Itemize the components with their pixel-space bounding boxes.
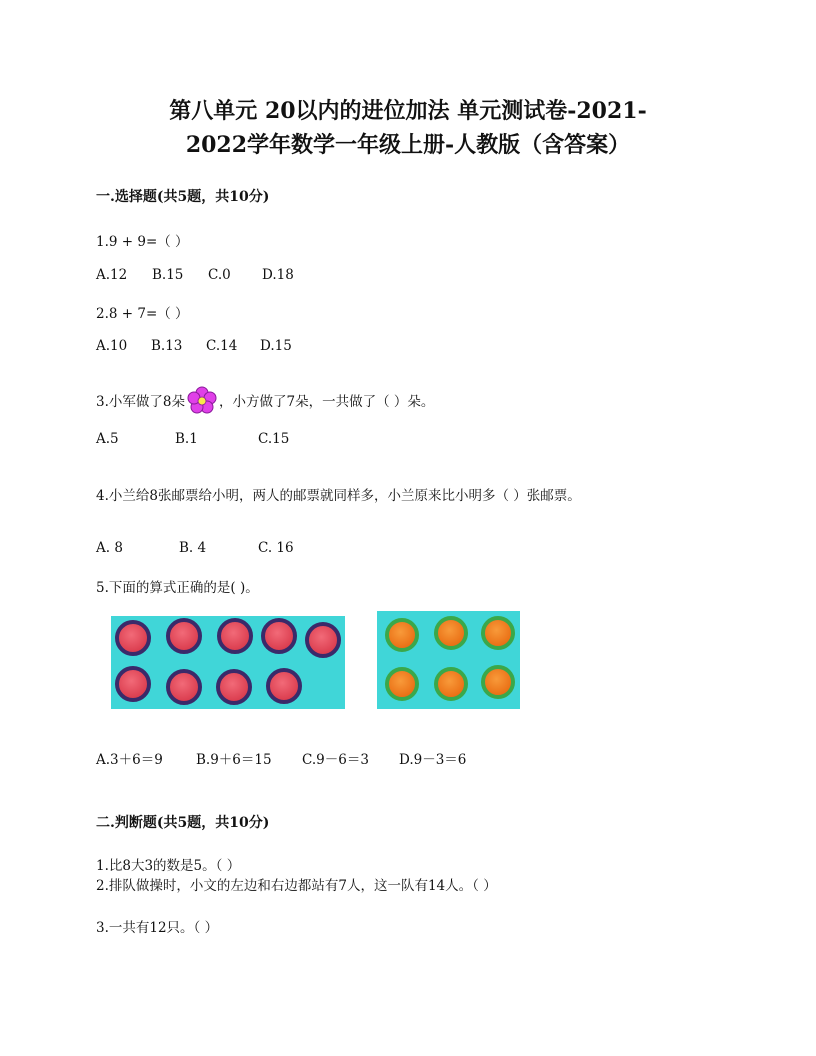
question-3-text xyxy=(96,386,434,416)
option-c: C.0 xyxy=(208,267,231,283)
section-heading-judgement: 二.判断题(共5题，共10分) xyxy=(96,815,270,831)
option-d: D.18 xyxy=(262,267,294,283)
document-title-line-1: 第八单元 20以内的进位加法 单元测试卷-2021- xyxy=(169,98,647,124)
option-a: A.10 xyxy=(96,338,128,354)
option-d: D.15 xyxy=(260,338,292,354)
judgement-3-text: 3.一共有12只。（ ） xyxy=(96,920,219,936)
option-a: A.12 xyxy=(96,267,128,283)
section-heading-choice: 一.选择题(共5题，共10分) xyxy=(96,189,270,205)
judgement-2-text: 2.排队做操时，小文的左边和右边都站有7人，这一队有14人。（ ） xyxy=(96,878,497,894)
red-counter xyxy=(307,624,339,656)
question-1-options xyxy=(96,267,294,283)
option-a: A.3＋6＝9 xyxy=(96,752,163,768)
orange-counter xyxy=(483,618,513,648)
option-c: C.14 xyxy=(206,338,238,354)
option-b: B.9＋6＝15 xyxy=(196,752,272,768)
red-counter xyxy=(117,622,149,654)
red-counter xyxy=(218,671,250,703)
orange-counter xyxy=(436,618,466,648)
option-a: A. 8 xyxy=(96,540,123,556)
question-4-options xyxy=(96,540,294,556)
red-counter xyxy=(168,671,200,703)
document-title-line-2: 2022学年数学一年级上册-人教版（含答案） xyxy=(185,132,631,158)
orange-counter xyxy=(483,667,513,697)
question-1-text: 1.9 + 9=（ ） xyxy=(96,234,189,250)
red-counter xyxy=(168,620,200,652)
counters-panel-left xyxy=(111,616,345,709)
option-d: D.9－3＝6 xyxy=(399,752,467,768)
option-b: B.15 xyxy=(152,267,184,283)
question-3-options xyxy=(96,431,289,447)
question-3-text-before: 3.小军做了8朵 xyxy=(96,394,185,410)
red-counter xyxy=(268,670,300,702)
option-b: B.13 xyxy=(151,338,183,354)
orange-counter xyxy=(387,669,417,699)
orange-counter xyxy=(387,620,417,650)
question-3-text-after: ，小方做了7朵，一共做了（ ）朵。 xyxy=(218,394,435,410)
counters-panel-right xyxy=(377,611,520,709)
option-c: C.9－6＝3 xyxy=(302,752,369,768)
option-c: C. 16 xyxy=(258,540,294,556)
red-counter xyxy=(219,620,251,652)
option-b: B. 4 xyxy=(179,540,207,556)
option-a: A.5 xyxy=(96,431,119,447)
orange-counter xyxy=(436,669,466,699)
red-counter xyxy=(117,668,149,700)
question-2-options xyxy=(96,338,292,354)
question-2-text: 2.8 + 7=（ ） xyxy=(96,306,189,322)
question-5-text: 5.下面的算式正确的是( )。 xyxy=(96,580,259,596)
option-c: C.15 xyxy=(258,431,290,447)
question-4-text: 4.小兰给8张邮票给小明，两人的邮票就同样多，小兰原来比小明多（ ）张邮票。 xyxy=(96,488,581,504)
red-counter xyxy=(263,620,295,652)
flower-icon xyxy=(187,386,217,416)
option-b: B.1 xyxy=(175,431,198,447)
judgement-1-text: 1.比8大3的数是5。（ ） xyxy=(96,858,241,874)
question-5-options xyxy=(96,748,466,768)
